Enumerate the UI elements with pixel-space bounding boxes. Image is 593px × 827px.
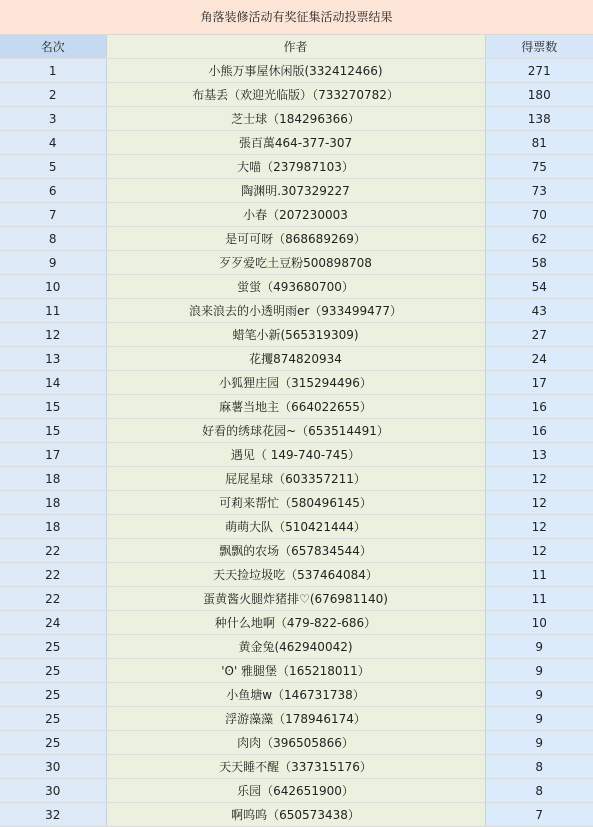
votes-cell: 7	[485, 803, 593, 827]
votes-cell: 17	[485, 371, 593, 395]
author-cell: 乐园（642651900）	[106, 779, 485, 803]
rank-cell: 22	[0, 563, 106, 587]
rank-cell: 1	[0, 59, 106, 83]
author-cell: 大喵（237987103）	[106, 155, 485, 179]
votes-cell: 9	[485, 659, 593, 683]
author-cell: 蜡笔小新(565319309)	[106, 323, 485, 347]
table-row	[0, 395, 593, 419]
rank-cell: 2	[0, 83, 106, 107]
table-row	[0, 587, 593, 611]
author-cell: 歹歹爱吃土豆粉500898708	[106, 251, 485, 275]
rank-cell: 4	[0, 131, 106, 155]
votes-cell: 11	[485, 587, 593, 611]
author-cell: 麻薯当地主（664022655）	[106, 395, 485, 419]
rank-cell: 13	[0, 347, 106, 371]
table-row	[0, 803, 593, 827]
header-author: 作者	[106, 35, 485, 59]
rank-cell: 6	[0, 179, 106, 203]
votes-cell: 12	[485, 539, 593, 563]
rank-cell: 25	[0, 707, 106, 731]
rank-cell: 8	[0, 227, 106, 251]
table-row	[0, 59, 593, 83]
votes-cell: 180	[485, 83, 593, 107]
votes-cell: 81	[485, 131, 593, 155]
rank-cell: 9	[0, 251, 106, 275]
rank-cell: 7	[0, 203, 106, 227]
table-row	[0, 635, 593, 659]
author-cell: 'ʘ' 雅腿堡（165218011）	[106, 659, 485, 683]
author-cell: 天天捡垃圾吃（537464084）	[106, 563, 485, 587]
table-row	[0, 347, 593, 371]
votes-cell: 9	[485, 635, 593, 659]
author-cell: 浮游藻藻（178946174）	[106, 707, 485, 731]
rank-cell: 22	[0, 539, 106, 563]
votes-cell: 9	[485, 683, 593, 707]
header-rank: 名次	[0, 35, 106, 59]
votes-cell: 9	[485, 731, 593, 755]
author-cell: 蛍蛍（493680700）	[106, 275, 485, 299]
table-row	[0, 515, 593, 539]
votes-cell: 75	[485, 155, 593, 179]
table-row	[0, 227, 593, 251]
table-row	[0, 155, 593, 179]
votes-cell: 73	[485, 179, 593, 203]
votes-cell: 8	[485, 779, 593, 803]
rank-cell: 30	[0, 755, 106, 779]
rank-cell: 25	[0, 635, 106, 659]
table-row	[0, 563, 593, 587]
rank-cell: 15	[0, 419, 106, 443]
table-row	[0, 491, 593, 515]
table-row	[0, 755, 593, 779]
rank-cell: 18	[0, 467, 106, 491]
rank-cell: 10	[0, 275, 106, 299]
author-cell: 是可可呀（868689269）	[106, 227, 485, 251]
votes-cell: 24	[485, 347, 593, 371]
author-cell: 布基丢（欢迎光临版）（733270782）	[106, 83, 485, 107]
author-cell: 飘飘的农场（657834544）	[106, 539, 485, 563]
rank-cell: 3	[0, 107, 106, 131]
author-cell: 張百萬464-377-307	[106, 131, 485, 155]
author-cell: 天天睡不醒（337315176）	[106, 755, 485, 779]
author-cell: 屁屁星球（603357211）	[106, 467, 485, 491]
table-row	[0, 251, 593, 275]
author-cell: 遇见（ 149-740-745）	[106, 443, 485, 467]
table-row	[0, 731, 593, 755]
author-cell: 小熊万事屋休闲版(332412466)	[106, 59, 485, 83]
votes-cell: 138	[485, 107, 593, 131]
table-row	[0, 539, 593, 563]
votes-cell: 271	[485, 59, 593, 83]
rank-cell: 32	[0, 803, 106, 827]
table-row	[0, 467, 593, 491]
table-row	[0, 659, 593, 683]
table-row	[0, 131, 593, 155]
votes-cell: 12	[485, 515, 593, 539]
header-votes: 得票数	[485, 35, 593, 59]
votes-cell: 10	[485, 611, 593, 635]
page-title: 角落装修活动有奖征集活动投票结果	[0, 0, 593, 35]
rank-cell: 25	[0, 659, 106, 683]
rank-cell: 17	[0, 443, 106, 467]
rank-cell: 30	[0, 779, 106, 803]
author-cell: 小鱼塘w（146731738）	[106, 683, 485, 707]
author-cell: 肉肉（396505866）	[106, 731, 485, 755]
author-cell: 浪来浪去的小透明雨er（933499477）	[106, 299, 485, 323]
header-row	[0, 35, 593, 59]
author-cell: 蛋黄酱火腿炸猪排♡(676981140)	[106, 587, 485, 611]
table-row	[0, 323, 593, 347]
rank-cell: 24	[0, 611, 106, 635]
rank-cell: 14	[0, 371, 106, 395]
author-cell: 可莉来帮忙（580496145）	[106, 491, 485, 515]
table-row	[0, 419, 593, 443]
votes-cell: 27	[485, 323, 593, 347]
table-row	[0, 203, 593, 227]
table-row	[0, 83, 593, 107]
votes-cell: 11	[485, 563, 593, 587]
rank-cell: 5	[0, 155, 106, 179]
table-row	[0, 779, 593, 803]
results-table	[0, 35, 593, 827]
table-row	[0, 443, 593, 467]
rank-cell: 18	[0, 515, 106, 539]
author-cell: 小狐狸庄园（315294496）	[106, 371, 485, 395]
author-cell: 芝士球（184296366）	[106, 107, 485, 131]
rank-cell: 15	[0, 395, 106, 419]
votes-cell: 54	[485, 275, 593, 299]
votes-cell: 62	[485, 227, 593, 251]
author-cell: 啊呜呜（650573438）	[106, 803, 485, 827]
author-cell: 好看的绣球花园~（653514491）	[106, 419, 485, 443]
rank-cell: 25	[0, 683, 106, 707]
votes-cell: 58	[485, 251, 593, 275]
rank-cell: 12	[0, 323, 106, 347]
rank-cell: 11	[0, 299, 106, 323]
table-row	[0, 611, 593, 635]
table-row	[0, 707, 593, 731]
rank-cell: 25	[0, 731, 106, 755]
votes-cell: 16	[485, 395, 593, 419]
author-cell: 黄金兔(462940042)	[106, 635, 485, 659]
votes-cell: 9	[485, 707, 593, 731]
votes-cell: 12	[485, 467, 593, 491]
rank-cell: 18	[0, 491, 106, 515]
votes-cell: 8	[485, 755, 593, 779]
author-cell: 种什么地啊（479-822-686）	[106, 611, 485, 635]
table-row	[0, 107, 593, 131]
rank-cell: 22	[0, 587, 106, 611]
table-row	[0, 299, 593, 323]
votes-cell: 43	[485, 299, 593, 323]
votes-cell: 70	[485, 203, 593, 227]
votes-cell: 12	[485, 491, 593, 515]
author-cell: 小春（207230003	[106, 203, 485, 227]
table-row	[0, 179, 593, 203]
votes-cell: 13	[485, 443, 593, 467]
table-row	[0, 275, 593, 299]
votes-cell: 16	[485, 419, 593, 443]
table-row	[0, 683, 593, 707]
author-cell: 萌萌大队（510421444）	[106, 515, 485, 539]
author-cell: 花攫874820934	[106, 347, 485, 371]
table-row	[0, 371, 593, 395]
author-cell: 陶渊明.307329227	[106, 179, 485, 203]
